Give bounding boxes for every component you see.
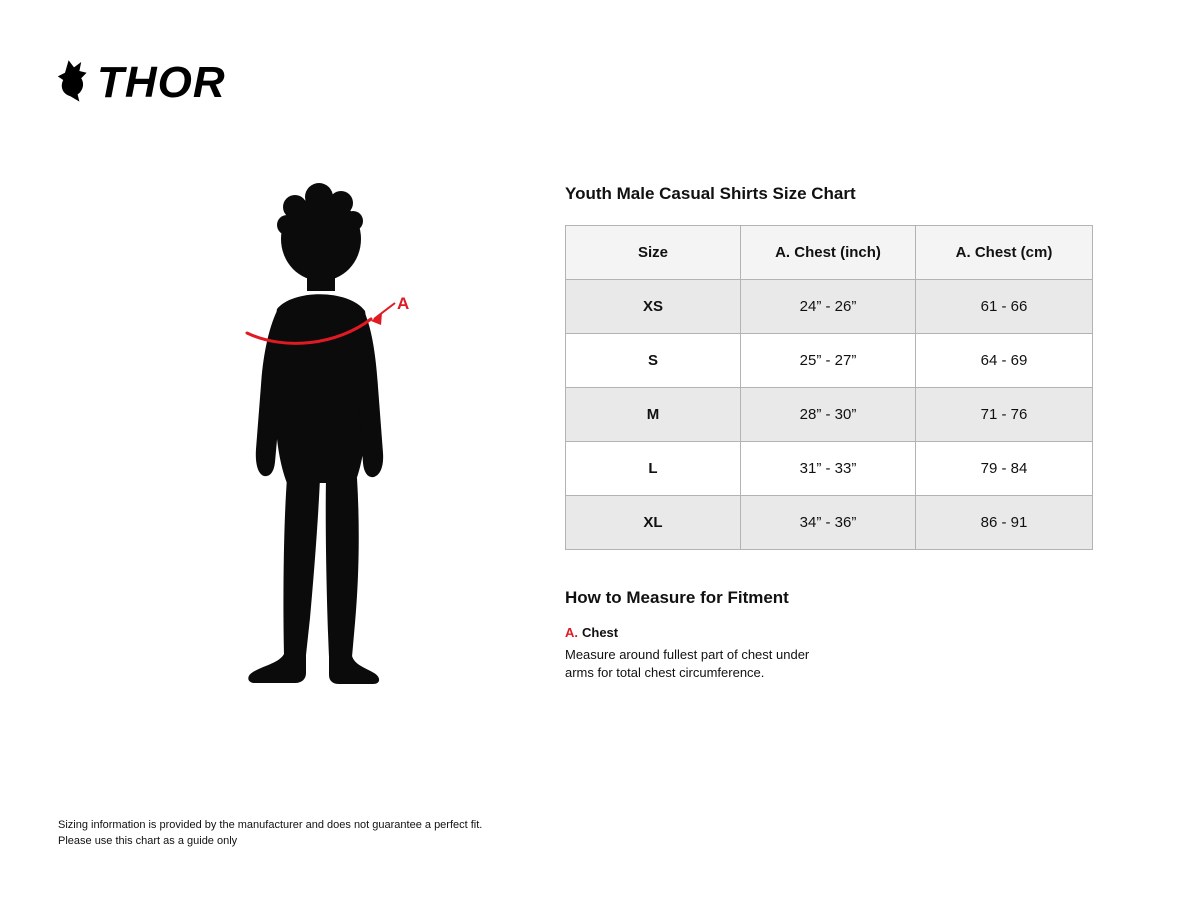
measure-point-description: Measure around fullest part of chest under arms for total chest circumference. [565, 647, 810, 680]
size-value: S [566, 334, 741, 388]
size-value: XS [566, 280, 741, 334]
table-row [566, 442, 1093, 496]
size-chart-table [565, 225, 1093, 550]
size-chart-panel [565, 184, 1092, 550]
measure-point-name: Chest [582, 625, 619, 640]
table-row [566, 334, 1093, 388]
measure-point-letter: A. [565, 625, 578, 640]
chest-cm-value: 71 - 76 [916, 388, 1093, 442]
brand-logo-text: THOR [97, 57, 226, 107]
sizing-disclaimer [58, 818, 482, 850]
column-header-chest-inch: A. Chest (inch) [741, 226, 916, 280]
sizing-disclaimer-line2: Please use this chart as a guide only [58, 834, 238, 847]
table-row [566, 280, 1093, 334]
chest-cm-value: 61 - 66 [916, 280, 1093, 334]
how-to-measure-heading: How to Measure for Fitment [565, 588, 789, 607]
thor-figure-icon [56, 58, 92, 107]
column-header-size: Size [566, 226, 741, 280]
chest-cm-value: 79 - 84 [916, 442, 1093, 496]
how-to-measure-section [565, 588, 865, 681]
child-silhouette-illustration [225, 183, 420, 708]
sizing-disclaimer-line1: Sizing information is provided by the manufacturer and does not guarantee a perfect fit. [58, 819, 483, 831]
size-chart-title: Youth Male Casual Shirts Size Chart [565, 184, 856, 203]
measure-point-label [565, 625, 865, 640]
chest-inch-value: 25” - 27” [741, 334, 916, 388]
column-header-chest-cm: A. Chest (cm) [916, 226, 1093, 280]
size-value: M [566, 388, 741, 442]
chest-cm-value: 64 - 69 [916, 334, 1093, 388]
table-row [566, 388, 1093, 442]
size-value: L [566, 442, 741, 496]
chest-marker-label: A [397, 294, 410, 313]
chest-inch-value: 24” - 26” [741, 280, 916, 334]
table-row [566, 496, 1093, 550]
brand-logo [56, 58, 226, 107]
size-chart-header-row [566, 226, 1093, 280]
chest-inch-value: 31” - 33” [741, 442, 916, 496]
size-value: XL [566, 496, 741, 550]
chest-inch-value: 28” - 30” [741, 388, 916, 442]
chest-cm-value: 86 - 91 [916, 496, 1093, 550]
measurement-figure [225, 183, 420, 708]
chest-inch-value: 34” - 36” [741, 496, 916, 550]
